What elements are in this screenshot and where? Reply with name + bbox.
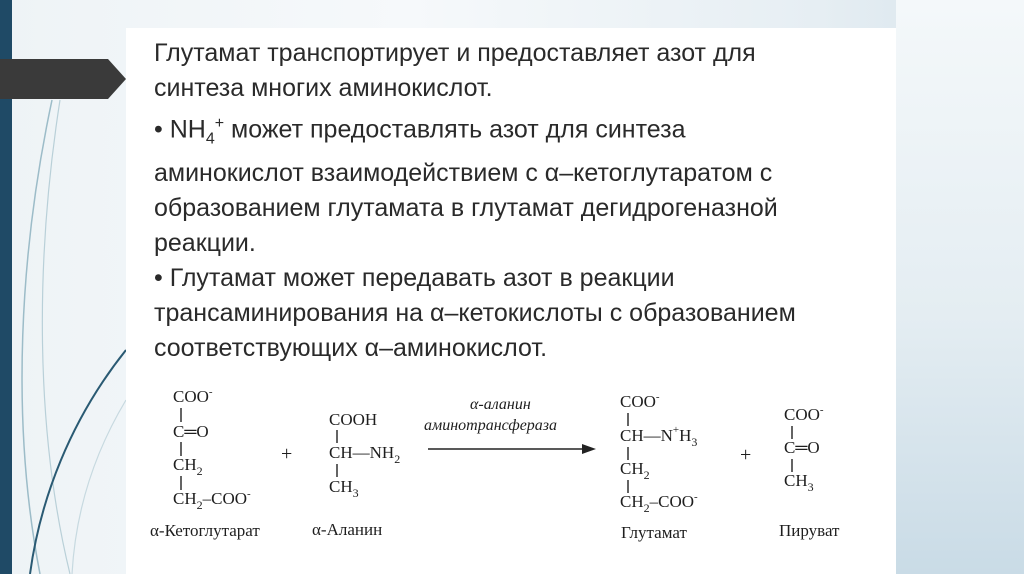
- reaction-scheme: [126, 28, 896, 574]
- slide-content: [126, 28, 896, 574]
- bullet-2: • Глутамат может передавать азот в реакции: [154, 264, 675, 293]
- text-line-5: образованием глутамата в глутамат дегидрогеназной: [154, 194, 778, 223]
- plus-sign-2: +: [740, 444, 752, 466]
- pyr-carbonyl: C═O: [784, 438, 820, 457]
- ala-ch3: $CH_3$: [329, 477, 359, 500]
- ala-label: α-Аланин: [312, 520, 383, 539]
- text-line-4: аминокислот взаимодействием с α–кетоглутаратом с: [154, 159, 773, 188]
- enzyme-name-line-2: аминотрансфераза: [424, 417, 558, 434]
- glutamate-structure: [620, 391, 698, 542]
- bullet-1-sub: 4: [205, 130, 215, 148]
- pyr-coo: COO-: [784, 404, 824, 424]
- akg-coo: COO-: [173, 386, 213, 406]
- glu-ch2-b: $CH_2-COO^-$: [620, 491, 698, 515]
- akg-ch2-b: $CH_2-COO^-$: [173, 488, 251, 512]
- alanine-structure: [312, 410, 400, 539]
- glu-coo: COO-: [620, 391, 660, 411]
- bullet-1-prefix: • NH: [154, 115, 206, 144]
- reaction-arrow: [424, 396, 596, 454]
- akg-ch2-a: $CH_2$: [173, 455, 203, 478]
- pyr-ch3: $CH_3$: [784, 471, 814, 494]
- glu-ch2-a: $CH_2$: [620, 459, 650, 482]
- enzyme-name-line-1: α-аланин: [470, 396, 531, 413]
- text-line-6: реакции.: [154, 229, 256, 258]
- akg-carbonyl: C═O: [173, 422, 209, 441]
- glu-ch-nh3: $CH—N^+H_3$: [620, 424, 698, 449]
- akg-label: α-Кетоглутарат: [150, 521, 260, 540]
- text-line-8: трансаминирования на α–кетокислоты с образованием: [154, 299, 796, 328]
- plus-sign-1: +: [281, 443, 293, 465]
- ala-ch-nh2: $CH—NH_2$: [329, 443, 401, 466]
- slide-marker-tab: [0, 59, 126, 99]
- bullet-1-rest: может предоставлять азот для синтеза: [224, 115, 686, 144]
- glu-label: Глутамат: [621, 523, 687, 542]
- bullet-1-sup: +: [214, 115, 225, 132]
- text-line-9: соответствующих α–аминокислот.: [154, 334, 548, 363]
- alpha-ketoglutarate-structure: [150, 386, 260, 540]
- text-line-2: синтеза многих аминокислот.: [154, 74, 493, 102]
- right-background-panel: [896, 0, 1024, 574]
- pyr-label: Пируват: [779, 521, 840, 540]
- text-line-1: Глутамат транспортирует и предоставляет азот для: [154, 39, 756, 67]
- pyruvate-structure: [779, 404, 840, 540]
- ala-cooh: COOH: [329, 410, 378, 429]
